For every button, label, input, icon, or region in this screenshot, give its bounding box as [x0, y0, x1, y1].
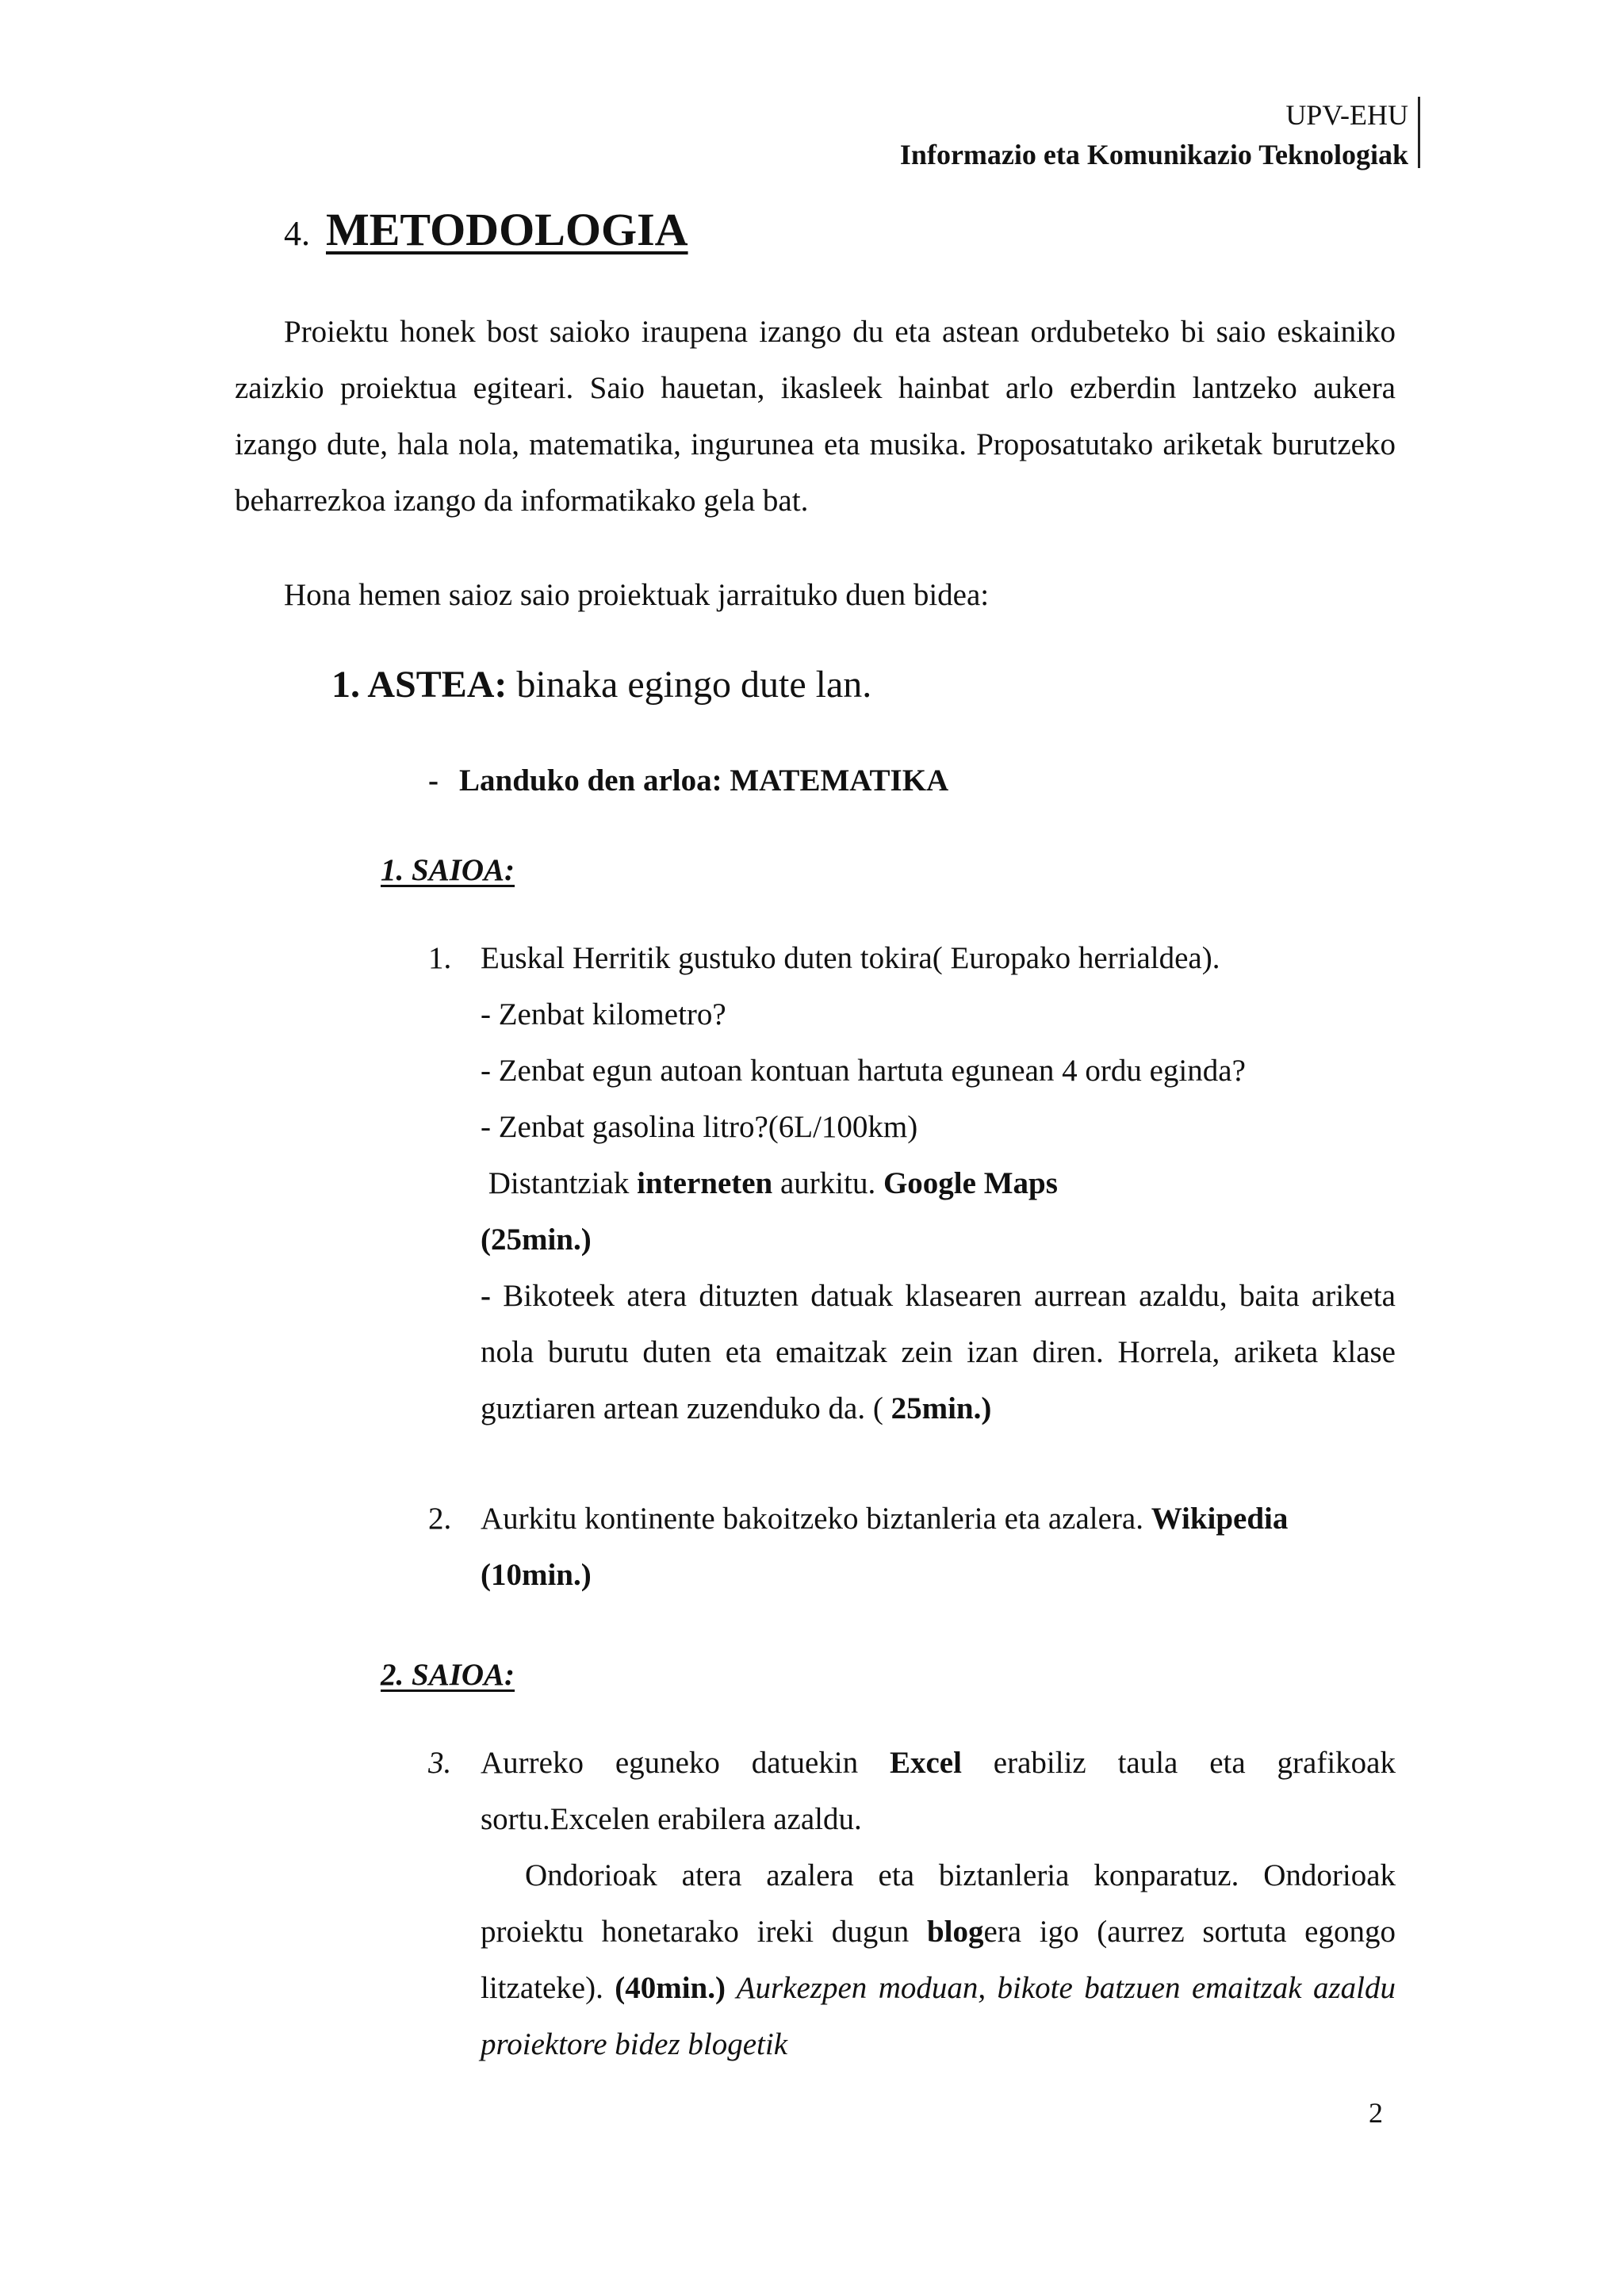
- list-item-2-marker: 2.: [428, 1502, 452, 1536]
- area-line: [428, 753, 948, 809]
- item-3-text-b: Excel: [889, 1746, 962, 1780]
- item-1-line-7-a: -: [481, 1279, 491, 1313]
- list-item-2: [428, 1490, 1396, 1603]
- item-3-text-e: blog: [926, 1915, 984, 1949]
- item-3-text-d: Ondorioak atera azalera eta biztanleria konparatuz. Ondorioak proiektu honetarako ireki dugun: [481, 1858, 1396, 1949]
- list-item-1-body: [481, 930, 1396, 1437]
- item-1-line-3: - Zenbat egun autoan kontuan hartuta egunean 4 ordu eginda?: [481, 1054, 1246, 1088]
- item-1-line-1: Euskal Herritik gustuko duten tokira( Europako herrialdea).: [481, 941, 1220, 975]
- item-1-line-4: - Zenbat gasolina litro?(6L/100km): [481, 1110, 918, 1144]
- page-number: 2: [1369, 2097, 1383, 2129]
- item-1-line-5-a: Distantziak: [481, 1166, 638, 1200]
- section-heading: [284, 198, 688, 266]
- item-2-text-a: Aurkitu kontinente bakoitzeko biztanleria eta azalera.: [481, 1502, 1151, 1536]
- week-text: binaka egingo dute lan.: [507, 664, 872, 706]
- lead-paragraph: Hona hemen saioz saio proiektuak jarraituko duen bidea:: [284, 578, 990, 612]
- item-1-line-2: - Zenbat kilometro?: [481, 997, 726, 1031]
- item-1-line-5-c: aurkitu.: [772, 1166, 883, 1200]
- session-2-heading: 2. SAIOA:: [381, 1658, 515, 1692]
- item-3-text-h: Aurkezpen moduan, bikote batzuen emaitzak azaldu proiektore bidez blogetik: [481, 1971, 1396, 2061]
- item-1-line-7: [481, 1268, 1396, 1437]
- section-number: 4.: [284, 214, 310, 253]
- section-title: METODOLOGIA: [326, 204, 688, 255]
- area-text: Landuko den arloa: MATEMATIKA: [459, 763, 949, 798]
- session-1-heading: 1. SAIOA:: [381, 853, 515, 887]
- list-item-2-body: [481, 1490, 1396, 1603]
- page-header: [900, 95, 1408, 174]
- item-1-line-7-b: Bikoteek atera dituzten datuak klasearen aurrean azaldu, baita ariketa nola burutu duten eta emaitzak zein izan diren. Horrela, ariketa klase guztiaren artean zuzenduko da. (: [481, 1279, 1396, 1425]
- list-item-1-marker: 1.: [428, 941, 452, 975]
- item-3-text-c: erabiliz taula eta grafikoak sortu.Excelen erabilera azaldu.: [481, 1746, 1396, 1836]
- list-item-3-marker: 3.: [428, 1746, 452, 1780]
- week-label: 1. ASTEA:: [331, 664, 508, 706]
- item-2-text-b: Wikipedia: [1151, 1502, 1289, 1536]
- week-heading: [331, 657, 871, 713]
- item-3-text-a: Aurreko eguneko datuekin: [481, 1746, 890, 1780]
- item-3-paragraph-2: [481, 1847, 1396, 2072]
- item-1-line-7-c: 25min.): [891, 1391, 992, 1425]
- item-3-text-g: (40min.): [615, 1971, 726, 2005]
- header-department: Informazio eta Komunikazio Teknologiak: [899, 139, 1408, 170]
- list-item-3-body: [481, 1735, 1396, 2072]
- header-rule: [1418, 97, 1420, 168]
- area-dash: -: [428, 763, 439, 798]
- item-3-text-f: era igo (aurrez sortuta egongo litzateke).: [481, 1915, 1396, 2005]
- item-1-line-5-d: Google Maps: [883, 1166, 1058, 1200]
- header-institution: UPV-EHU: [1285, 99, 1408, 131]
- list-item-1: [428, 930, 1396, 1437]
- item-1-line-5-b: interneten: [637, 1166, 773, 1200]
- item-2-text-c: (10min.): [481, 1558, 592, 1592]
- list-item-3: [428, 1735, 1396, 2072]
- item-1-line-6: (25min.): [481, 1223, 592, 1257]
- intro-paragraph: Proiektu honek bost saioko iraupena izango du eta astean ordubeteko bi saio eskainiko zaizkio proiektua egiteari. Saio hauetan, ikasleek hainbat arlo ezberdin lantzeko aukera izango dute, hala nola, matematika, ingurunea eta musika. Proposatutako ariketak burutzeko beharrezkoa izango da informatikako gela bat.: [235, 315, 1396, 518]
- item-1-line-5: [481, 1155, 1396, 1211]
